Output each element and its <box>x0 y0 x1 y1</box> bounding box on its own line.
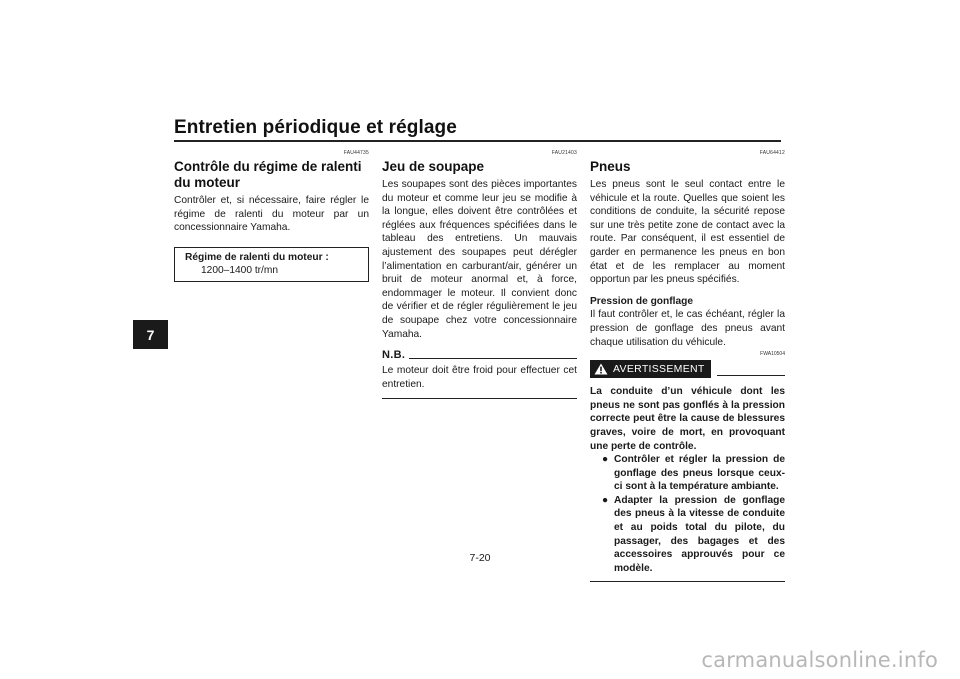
warning-label: AVERTISSEMENT <box>613 363 705 376</box>
section-body: Les soupapes sont des pièces importantes du moteur et comme leur jeu se modifie à la longue, elles doivent être contrôlées et réglées aux fréquences spécifiées dans le tableau des entretiens. Un mauvais ajustement des soupapes peut dérégler l’alimentation en carburant/air, générer un bruit de moteur anormal et, à force, endommager le moteur. Il convient donc de vérifier et de régler régulièrement le jeu de soupape chez votre concessionnaire Yamaha. <box>382 179 577 340</box>
section-body: Contrôler et, si nécessaire, faire régler le régime de ralenti du moteur par un concessionnaire Yamaha. <box>174 195 369 234</box>
warning-rule <box>717 375 785 376</box>
warning-triangle-icon <box>594 363 608 375</box>
warning-header <box>590 360 785 378</box>
note-header <box>382 349 577 361</box>
section-body: Les pneus sont le seul contact entre le véhicule et la route. Quelles que soient les conditions de conduite, la sécurité repose sur une très petite zone de contact avec la route. Par conséquent, il est essentiel de garder en permanence les pneus en bon état et de les remplacer au moment opportun par les pneus spécifiés. <box>590 179 785 286</box>
column-idle-speed <box>174 150 369 282</box>
note-end-rule <box>382 398 577 399</box>
warning-code: FWA10504 <box>760 351 785 358</box>
warning-text: La conduite d’un véhicule dont les pneus ne sont pas gonflés à la pression correcte peut être la cause de blessures graves, voire de mort, en provoquant une perte de contrôle. <box>590 386 785 452</box>
section-code: FAU21403 <box>551 150 577 156</box>
column-tires <box>590 150 785 582</box>
page-header-title: Entretien périodique et réglage <box>174 117 457 138</box>
note-text: Le moteur doit être froid pour effectuer cet entretien. <box>382 365 577 390</box>
list-item: ● Contrôler et régler la pression de gonflage des pneus lorsque ceux-ci sont à la température ambiante. <box>602 454 785 493</box>
header-rule <box>174 140 781 142</box>
spec-value: 1200–1400 tr/mn <box>201 264 279 276</box>
warning-badge <box>590 360 711 378</box>
page-number: 7-20 <box>469 552 491 564</box>
spec-label: Régime de ralenti du moteur : <box>185 251 329 263</box>
column-valve-clearance <box>382 150 577 399</box>
bullet-icon: ● <box>602 494 609 506</box>
warning-block <box>590 351 785 582</box>
chapter-tab: 7 <box>133 320 168 349</box>
spec-box <box>174 247 369 282</box>
note-label: N.B. <box>382 349 406 362</box>
section-code: FAU64412 <box>759 150 785 156</box>
watermark-link[interactable]: carmanualsonline.info <box>701 648 938 672</box>
section-title: Pneus <box>590 159 631 174</box>
section-title: Jeu de soupape <box>382 159 485 174</box>
section-title: Contrôle du régime de ralenti du moteur <box>174 159 362 190</box>
bullet-icon: ● <box>602 454 609 466</box>
subsection-body: Il faut contrôler et, le cas échéant, régler la pression de gonflage des pneus avant chaque utilisation du véhicule. <box>590 309 785 348</box>
list-item: ● Adapter la pression de gonflage des pneus à la vitesse de conduite et au poids total du pilote, du passager, des bagages et des accessoires approuvés pour ce modèle. <box>602 494 785 574</box>
subsection-title: Pression de gonflage <box>590 295 694 307</box>
warning-end-rule <box>590 581 785 582</box>
note-rule <box>409 358 577 359</box>
section-code: FAU44735 <box>343 150 369 156</box>
